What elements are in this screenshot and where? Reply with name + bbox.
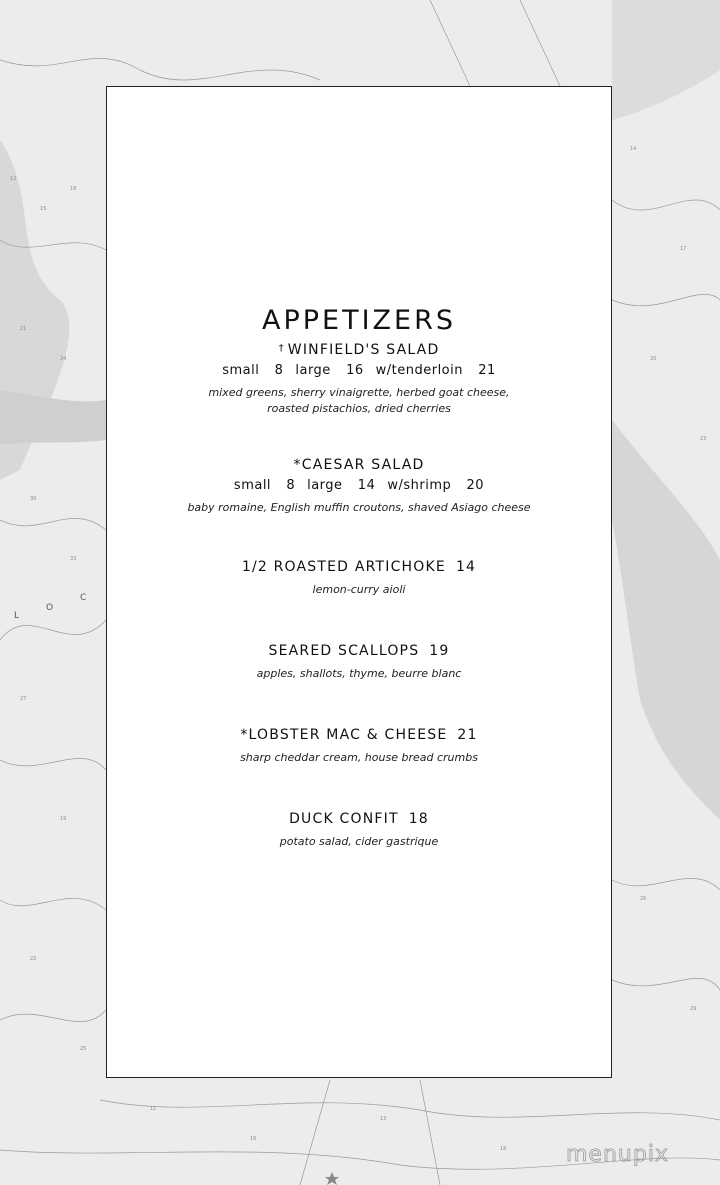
menu-item-name — [107, 457, 611, 473]
size-price: large 14 — [307, 478, 376, 493]
svg-text:O: O — [46, 603, 54, 613]
menu-item-size-prices — [107, 478, 611, 493]
menu-item — [107, 457, 611, 516]
svg-text:18: 18 — [500, 1146, 507, 1152]
size-price: w/tenderloin 21 — [375, 363, 496, 378]
svg-text:21: 21 — [20, 326, 27, 332]
size-price: small 8 — [222, 363, 284, 378]
svg-text:30: 30 — [30, 496, 37, 502]
svg-text:24: 24 — [60, 356, 67, 362]
menu-item-title: *CAESAR SALAD — [293, 457, 425, 473]
svg-text:16: 16 — [250, 1136, 257, 1142]
menu-item-title: WINFIELD'S SALAD — [287, 342, 440, 358]
menu-item-description — [107, 582, 611, 598]
svg-text:17: 17 — [680, 246, 687, 252]
section-title: APPETIZERS — [261, 305, 456, 336]
svg-text:29: 29 — [690, 1006, 697, 1012]
menu-item-size-prices — [107, 363, 611, 378]
svg-text:12: 12 — [10, 176, 17, 182]
description-line: apples, shallots, thyme, beurre blanc — [256, 667, 462, 680]
description-line: roasted pistachios, dried cherries — [267, 402, 451, 415]
svg-text:15: 15 — [40, 206, 47, 212]
svg-text:20: 20 — [650, 356, 657, 362]
menu-item-description — [107, 750, 611, 766]
menu-item-description — [107, 834, 611, 850]
menu-item-price: 18 — [408, 811, 429, 827]
svg-text:18: 18 — [70, 186, 77, 192]
description-line: mixed greens, sherry vinaigrette, herbed goat cheese, — [208, 386, 510, 399]
menu-item — [107, 559, 611, 598]
svg-text:26: 26 — [640, 896, 647, 902]
svg-text:19: 19 — [60, 816, 67, 822]
menu-item-title: *LOBSTER MAC & CHEESE — [240, 727, 448, 743]
menu-item — [107, 342, 611, 417]
menu-item-title: 1/2 ROASTED ARTICHOKE — [241, 559, 446, 575]
menu-item-name — [107, 643, 611, 659]
menu-item-title: DUCK CONFIT — [289, 811, 399, 827]
menu-item-title: SEARED SCALLOPS — [268, 643, 420, 659]
svg-text:23: 23 — [700, 436, 707, 442]
menu-item-price: 19 — [429, 643, 450, 659]
menu-item-description — [107, 500, 611, 516]
menu-item-name — [107, 559, 611, 575]
svg-text:C: C — [80, 593, 87, 603]
menu-item-name — [107, 811, 611, 827]
description-line: lemon-curry aioli — [312, 583, 406, 596]
svg-text:25: 25 — [80, 1046, 87, 1052]
size-price: w/shrimp 20 — [387, 478, 485, 493]
size-price: large 16 — [295, 363, 364, 378]
svg-text:L: L — [14, 611, 20, 621]
menu-item-name — [107, 342, 611, 358]
menu-item-description — [107, 385, 611, 417]
description-line: baby romaine, English muffin croutons, shaved Asiago cheese — [187, 501, 531, 514]
svg-text:27: 27 — [20, 696, 27, 702]
watermark: menupix — [566, 1142, 669, 1167]
menu-card — [106, 86, 612, 1078]
menu-item-name — [107, 727, 611, 743]
menu-item — [107, 811, 611, 850]
menu-item-description — [107, 666, 611, 682]
menu-item — [107, 643, 611, 682]
size-price: small 8 — [233, 478, 296, 493]
svg-text:22: 22 — [30, 956, 37, 962]
svg-text:11: 11 — [150, 1106, 157, 1112]
menu-item — [107, 727, 611, 766]
description-line: potato salad, cider gastrique — [279, 835, 439, 848]
svg-text:13: 13 — [380, 1116, 387, 1122]
svg-text:33: 33 — [70, 556, 77, 562]
menu-item-price: 21 — [457, 727, 478, 743]
menu-item-price: 14 — [455, 559, 477, 575]
svg-text:14: 14 — [630, 146, 637, 152]
description-line: sharp cheddar cream, house bread crumbs — [240, 751, 478, 764]
dagger-mark: † — [278, 343, 285, 354]
